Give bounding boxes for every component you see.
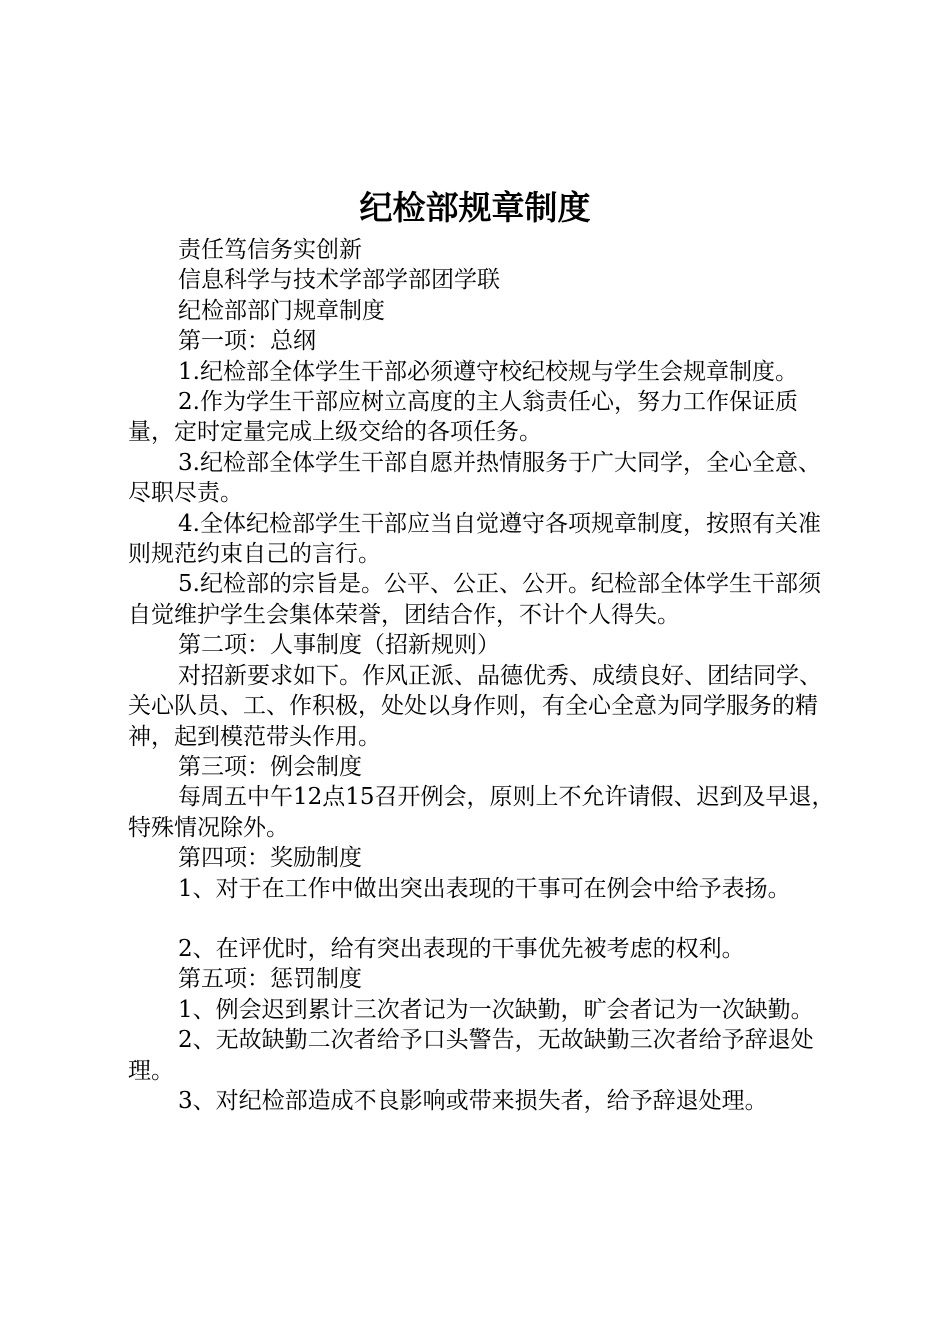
paragraph-item: 3、对纪检部造成不良影响或带来损失者，给予辞退处理。 <box>178 1087 768 1114</box>
paragraph-item: 1、例会迟到累计三次者记为一次缺勤，旷会者记为一次缺勤。 <box>178 996 814 1023</box>
paragraph-motto: 责任笃信务实创新 <box>178 237 362 263</box>
paragraph-subtitle: 纪检部部门规章制度 <box>178 297 385 324</box>
paragraph-department: 信息科学与技术学部学部团学联 <box>178 267 500 294</box>
section-heading-4: 第四项：奖励制度 <box>178 845 362 872</box>
section-heading-5: 第五项：惩罚制度 <box>178 966 362 993</box>
paragraph-item: 1、对于在工作中做出突出表现的干事可在例会中给予表扬。 <box>178 875 791 902</box>
paragraph-item: 3.纪检部全体学生干部自愿并热情服务于广大同学，全心全意、尽职尽责。 <box>128 449 821 507</box>
paragraph-item: 对招新要求如下。作风正派、品德优秀、成绩良好、团结同学、关心队员、工、作积极，处处以身作则，有全心全意为同学服务的精神，起到模范带头作用。 <box>128 662 822 750</box>
paragraph-item: 每周五中午12点15召开例会，原则上不允许请假、迟到及早退，特殊情况除外。 <box>128 784 835 841</box>
section-heading-2: 第二项：人事制度（招新规则） <box>178 632 500 659</box>
paragraph-item: 2.作为学生干部应树立高度的主人翁责任心，努力工作保证质量，定时定量完成上级交给的各项任务。 <box>128 389 798 446</box>
paragraph-item: 2、无故缺勤二次者给予口头警告，无故缺勤三次者给予辞退处理。 <box>128 1027 814 1084</box>
section-heading-1: 第一项：总纲 <box>178 328 316 355</box>
paragraph-item: 4.全体纪检部学生干部应当自觉遵守各项规章制度，按照有关准则规范约束自己的言行。 <box>128 510 821 568</box>
document-title: 纪检部规章制度 <box>359 188 591 227</box>
paragraph-item: 2、在评优时，给有突出表现的干事优先被考虑的权利。 <box>178 935 745 962</box>
paragraph-item: 5.纪检部的宗旨是。公平、公正、公开。纪检部全体学生干部须自觉维护学生会集体荣誉，团结合作，不计个人得失。 <box>128 571 821 628</box>
section-heading-3: 第三项：例会制度 <box>178 753 362 780</box>
document-body <box>128 235 840 1116</box>
paragraph-item: 1.纪检部全体学生干部必须遵守校纪校规与学生会规章制度。 <box>178 358 798 385</box>
